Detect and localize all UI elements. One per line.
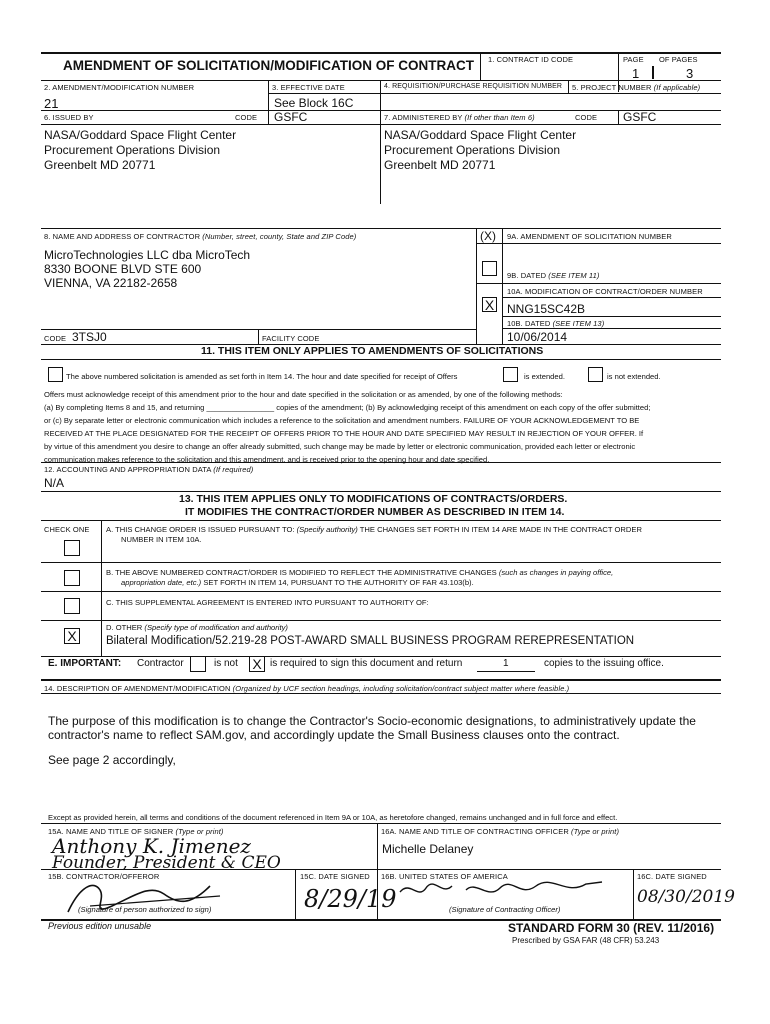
issued-by-label: 6. ISSUED BY bbox=[44, 113, 94, 122]
except-text: Except as provided herein, all terms and conditions of the document referenced in Item 9A or 10A, as heretofore changed, remains unchanged and in full force and effect. bbox=[48, 813, 618, 822]
solicitation-checkbox[interactable] bbox=[482, 261, 497, 276]
signer-name-label: 15A. NAME AND TITLE OF SIGNER (Type or print) bbox=[48, 827, 224, 836]
option-d-value: Bilateral Modification/52.219-28 POST-AWARD SMALL BUSINESS PROGRAM REREPRESENTATION bbox=[106, 635, 635, 647]
effective-date-label: 3. EFFECTIVE DATE bbox=[272, 83, 345, 92]
administered-by-code-label: CODE bbox=[575, 113, 598, 122]
officer-name-value: Michelle Delaney bbox=[382, 842, 474, 856]
contractor-code-label: CODE bbox=[44, 334, 67, 343]
modification-number-value: NNG15SC42B bbox=[507, 302, 586, 316]
section-11-para-6: communication makes reference to the solicitation and this amendment, and is received prior to the opening hour and date specified. bbox=[44, 455, 490, 464]
section-13-title-2: IT MODIFIES THE CONTRACT/ORDER NUMBER AS DESCRIBED IN ITEM 14. bbox=[185, 506, 565, 518]
important-tail: copies to the issuing office. bbox=[544, 658, 664, 669]
contractor-signature-label: 15B. CONTRACTOR/OFFEROR bbox=[48, 872, 160, 881]
contractor-line-3: VIENNA, VA 22182-2658 bbox=[44, 276, 178, 290]
administered-by-code: GSFC bbox=[623, 110, 657, 124]
important-label: E. IMPORTANT: bbox=[48, 658, 122, 669]
previous-edition: Previous edition unusable bbox=[48, 921, 152, 931]
contractor-date-label: 15C. DATE SIGNED bbox=[300, 872, 370, 881]
administered-by-label: 7. ADMINISTERED BY (If other than Item 6) bbox=[384, 113, 535, 122]
effective-date-value: See Block 16C bbox=[274, 96, 354, 110]
important-text: is required to sign this document and return bbox=[270, 658, 463, 669]
signer-name-line-1: Anthony K. Jimenez bbox=[52, 834, 251, 858]
solicitation-number-label: 9A. AMENDMENT OF SOLICITATION NUMBER bbox=[507, 232, 672, 241]
option-b-checkbox[interactable] bbox=[64, 570, 80, 586]
page-number: 1 bbox=[632, 66, 640, 81]
option-b-text-2: appropriation date, etc.) SET FORTH IN ITEM 14, PURSUANT TO THE AUTHORITY OF FAR 43.103(b). bbox=[121, 578, 474, 587]
option-d-text: D. OTHER (Specify type of modification and authority) bbox=[106, 623, 288, 632]
important-is-not-checkbox[interactable] bbox=[190, 656, 206, 672]
is-not-extended-label: is not extended. bbox=[607, 372, 661, 381]
administered-by-line-2: Procurement Operations Division bbox=[384, 143, 561, 157]
amendment-number-label: 2. AMENDMENT/MODIFICATION NUMBER bbox=[44, 83, 195, 92]
officer-signature bbox=[396, 876, 611, 906]
form-number: STANDARD FORM 30 (REV. 11/2016) bbox=[508, 921, 715, 935]
amendment-number-value: 21 bbox=[44, 96, 59, 111]
check-one-label: CHECK ONE bbox=[44, 525, 90, 534]
total-pages: 3 bbox=[686, 66, 694, 81]
contractor-date-value: 8/29/19 bbox=[304, 885, 397, 913]
issued-by-line-3: Greenbelt MD 20771 bbox=[44, 158, 156, 172]
issued-by-code-label: CODE bbox=[235, 113, 258, 122]
issued-by-code: GSFC bbox=[274, 110, 308, 124]
of-pages-label: OF PAGES bbox=[659, 55, 698, 64]
option-b-text: B. THE ABOVE NUMBERED CONTRACT/ORDER IS MODIFIED TO REFLECT THE ADMINISTRATIVE CHANGES (such as changes in paying office, bbox=[106, 568, 614, 577]
option-c-checkbox[interactable] bbox=[64, 598, 80, 614]
facility-code-label: FACILITY CODE bbox=[262, 334, 320, 343]
page-label: PAGE bbox=[623, 55, 644, 64]
section-11-para-2: (a) By completing Items 8 and 15, and returning ________________ copies of the amendment; (b) By acknowledging receipt of this amendment on each copy of the offer submitted; bbox=[44, 403, 651, 412]
section-13-title-1: 13. THIS ITEM APPLIES ONLY TO MODIFICATIONS OF CONTRACTS/ORDERS. bbox=[179, 493, 568, 505]
is-extended-label: is extended. bbox=[524, 372, 565, 381]
description-body-2: contractor's name to reflect SAM.gov, and accordingly update the Small Business clauses onto the contract. bbox=[48, 728, 620, 742]
solicitation-dated-label: 9B. DATED (SEE ITEM 11) bbox=[507, 271, 600, 280]
accounting-data-value: N/A bbox=[44, 476, 65, 490]
section-11-title: 11. THIS ITEM ONLY APPLIES TO AMENDMENTS OF SOLICITATIONS bbox=[201, 345, 544, 357]
modification-dated-value: 10/06/2014 bbox=[507, 330, 568, 344]
officer-date-label: 16C. DATE SIGNED bbox=[637, 872, 707, 881]
officer-signature-note: (Signature of Contracting Officer) bbox=[449, 905, 561, 914]
officer-name-label: 16A. NAME AND TITLE OF CONTRACTING OFFICER (Type or print) bbox=[381, 827, 620, 836]
accounting-data-label: 12. ACCOUNTING AND APPROPRIATION DATA (If required) bbox=[44, 465, 254, 474]
administered-by-line-1: NASA/Goddard Space Flight Center bbox=[384, 128, 577, 142]
is-extended-checkbox[interactable] bbox=[503, 367, 518, 382]
description-label: 14. DESCRIPTION OF AMENDMENT/MODIFICATION (Organized by UCF section headings, including solicitation/contract subject matter where feasible.) bbox=[44, 684, 570, 693]
option-a-checkbox[interactable] bbox=[64, 540, 80, 556]
modification-checkbox[interactable]: X bbox=[482, 297, 497, 312]
description-body-1: The purpose of this modification is to change the Contractor's Socio-economic designations, to administratively update the bbox=[48, 714, 696, 728]
section-11-para-4: RECEIVED AT THE PLACE DESIGNATED FOR THE RECEIPT OF OFFERS PRIOR TO THE HOUR AND DATE SPECIFIED MAY RESULT IN REJECTION OF YOUR OFFER. If bbox=[44, 429, 644, 438]
form-title: AMENDMENT OF SOLICITATION/MODIFICATION OF CONTRACT bbox=[63, 58, 474, 73]
signer-name-line-2: Founder, President & CEO bbox=[52, 853, 281, 873]
contractor-signature-note: (Signature of person authorized to sign) bbox=[78, 905, 212, 914]
modification-dated-label: 10B. DATED (SEE ITEM 13) bbox=[507, 319, 605, 328]
option-a-text: A. THIS CHANGE ORDER IS ISSUED PURSUANT TO: (Specify authority) THE CHANGES SET FORTH IN ITEM 14 ARE MADE IN THE CONTRACT ORDER bbox=[106, 525, 642, 534]
issued-by-line-1: NASA/Goddard Space Flight Center bbox=[44, 128, 237, 142]
project-number-label: 5. PROJECT NUMBER (If applicable) bbox=[572, 83, 701, 92]
administered-by-line-3: Greenbelt MD 20771 bbox=[384, 158, 496, 172]
x-column-header: (X) bbox=[480, 229, 496, 243]
solicitation-amended-checkbox[interactable] bbox=[48, 367, 63, 382]
officer-date-value: 08/30/2019 bbox=[637, 887, 735, 907]
contractor-line-2: 8330 BOONE BLVD STE 600 bbox=[44, 262, 202, 276]
section-11-line-1: The above numbered solicitation is amended as set forth in Item 14. The hour and date specified for receipt of Offers bbox=[66, 372, 458, 381]
contractor-code: 3TSJ0 bbox=[72, 330, 107, 344]
government-signature-label: 16B. UNITED STATES OF AMERICA bbox=[381, 872, 508, 881]
important-is-not: is not bbox=[214, 658, 238, 669]
contract-id-code-label: 1. CONTRACT ID CODE bbox=[488, 55, 574, 64]
option-d-checkbox[interactable]: X bbox=[64, 628, 80, 644]
requisition-number-label: 4. REQUISITION/PURCHASE REQUISITION NUMBER bbox=[384, 83, 563, 90]
option-a-text-2: NUMBER IN ITEM 10A. bbox=[121, 535, 202, 544]
prescribed-by: Prescribed by GSA FAR (48 CFR) 53.243 bbox=[512, 936, 660, 945]
contractor-label: 8. NAME AND ADDRESS OF CONTRACTOR (Number, street, county, State and ZIP Code) bbox=[44, 232, 357, 241]
is-not-extended-checkbox[interactable] bbox=[588, 367, 603, 382]
section-11-para-5: by virtue of this amendment you desire to change an offer already submitted, such change may be made by letter or electronic communication, provided each letter or electronic bbox=[44, 442, 636, 451]
modification-number-label: 10A. MODIFICATION OF CONTRACT/ORDER NUMBER bbox=[507, 287, 703, 296]
section-11-para-3: or (c) By separate letter or electronic communication which includes a reference to the solicitation and amendment numbers. FAILURE OF YOUR ACKNOWLEDGEMENT TO BE bbox=[44, 416, 640, 425]
contractor-signature bbox=[60, 876, 235, 921]
description-body-3: See page 2 accordingly, bbox=[48, 753, 176, 767]
important-contractor: Contractor bbox=[137, 658, 184, 669]
important-copies: 1 bbox=[503, 658, 509, 669]
important-is-checkbox[interactable]: X bbox=[249, 656, 265, 672]
issued-by-line-2: Procurement Operations Division bbox=[44, 143, 221, 157]
contractor-line-1: MicroTechnologies LLC dba MicroTech bbox=[44, 248, 251, 262]
section-11-para-1: Offers must acknowledge receipt of this amendment prior to the hour and date specified in the solicitation or as amended, by one of the following methods: bbox=[44, 390, 563, 399]
option-c-text: C. THIS SUPPLEMENTAL AGREEMENT IS ENTERED INTO PURSUANT TO AUTHORITY OF: bbox=[106, 598, 429, 607]
